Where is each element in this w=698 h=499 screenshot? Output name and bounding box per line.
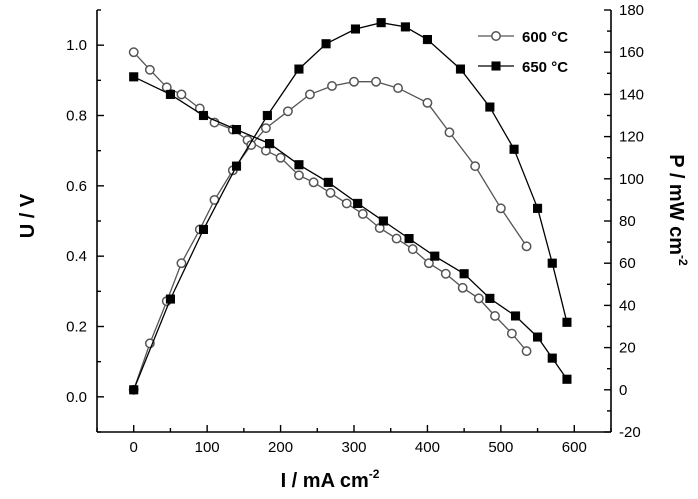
series-600c-voltage-point (508, 329, 516, 337)
x-tick-label: 100 (194, 439, 220, 456)
y-right-axis-title (665, 154, 690, 266)
series-600c-power-point (445, 128, 453, 136)
series-600c-power-point (284, 107, 292, 115)
legend-label: 600 °C (522, 29, 569, 46)
y-left-tick-label: 0.2 (66, 318, 87, 336)
x-axis-title-text: I / mA cm (280, 470, 369, 492)
series-650c-power-point (295, 65, 304, 74)
x-tick-label: 300 (341, 439, 367, 456)
x-axis-title (281, 467, 380, 492)
series-650c-voltage-point (460, 269, 469, 278)
series-650c-voltage-point (353, 199, 362, 208)
series-600c-power-point (394, 84, 402, 92)
series-650c-power-point (533, 204, 542, 213)
series-650c-voltage-point (199, 111, 208, 120)
series-650c-voltage-point (379, 217, 388, 226)
series-650c-power-point (510, 145, 519, 154)
series-600c-power-point (497, 204, 505, 212)
series-650c-voltage-point (295, 160, 304, 169)
legend-label: 650 °C (522, 59, 569, 76)
y-right-tick-label: 180 (619, 2, 645, 19)
y-right-tick-label: -20 (619, 424, 641, 441)
y-right-tick-label: 0 (619, 381, 628, 399)
series-650c-power-point (423, 35, 432, 44)
series-650c-voltage-point (324, 178, 333, 187)
y-right-tick-label: 160 (619, 44, 645, 62)
y-right-tick-label: 40 (619, 297, 636, 315)
y-left-tick-label: 1.0 (66, 37, 87, 55)
y-left-tick-label: 0.4 (66, 248, 87, 266)
series-600c-power-line (134, 82, 527, 390)
series-650c-power-point (166, 295, 175, 304)
series-600c-power-point (471, 162, 479, 170)
series-600c-power-point (522, 242, 530, 250)
series-layer (129, 18, 571, 394)
series-600c-power-point (350, 78, 358, 86)
series-600c-power (130, 78, 531, 394)
series-600c-voltage-point (130, 48, 138, 56)
series-600c-voltage-point (409, 245, 417, 253)
legend-filled-square-marker (492, 62, 501, 71)
series-650c-voltage-point (563, 375, 572, 384)
series-650c-power-point (351, 25, 360, 34)
series-600c-voltage-point (442, 270, 450, 278)
y-right-tick-label: 80 (619, 213, 636, 230)
series-650c-voltage-point (430, 252, 439, 261)
series-650c-power-point (199, 225, 208, 234)
series-600c-voltage-point (276, 154, 284, 162)
series-600c-power-point (423, 99, 431, 107)
x-tick-label: 500 (488, 439, 514, 456)
x-tick-label: 0 (129, 439, 138, 456)
series-600c-power-point (372, 78, 380, 86)
series-600c-voltage-point (458, 284, 466, 292)
series-600c-voltage-point (326, 189, 334, 197)
y-left-tick-label: 0.0 (66, 388, 87, 406)
series-650c-voltage-point (548, 354, 557, 363)
series-650c-voltage-point (511, 312, 520, 321)
y-right-tick-label: 60 (619, 255, 636, 273)
x-tick-label: 400 (414, 439, 440, 456)
series-600c-voltage-point (491, 312, 499, 320)
y-left-tick-label: 0.8 (66, 107, 87, 125)
series-650c-power-point (377, 18, 386, 27)
x-axis-title-exponent: -2 (368, 467, 380, 481)
x-tick-label: 600 (561, 439, 587, 456)
series-650c-voltage-point (265, 139, 274, 148)
series-600c-power-point (306, 90, 314, 98)
series-600c-voltage-point (359, 210, 367, 218)
series-650c-power-point (232, 162, 241, 171)
y-right-tick-label: 100 (619, 170, 645, 188)
series-600c-voltage-line (134, 52, 527, 351)
series-600c-voltage-point (309, 178, 317, 186)
series-650c-voltage-point (166, 90, 175, 99)
series-650c-power-point (129, 386, 138, 395)
series-650c-power-point (322, 39, 331, 48)
x-tick-label: 200 (268, 439, 294, 456)
series-600c-voltage-point (522, 347, 530, 355)
y-right-axis-title-exponent: -2 (676, 255, 690, 266)
series-600c-voltage-point (295, 171, 303, 179)
y-left-tick-label: 0.6 (66, 177, 87, 195)
y-right-tick-label: 120 (619, 128, 645, 146)
series-650c-voltage-point (533, 333, 542, 342)
legend-item (478, 29, 568, 46)
series-600c-voltage-point (475, 294, 483, 302)
series-600c-voltage (130, 48, 531, 355)
series-650c-voltage-point (129, 73, 138, 82)
series-650c-voltage-point (232, 125, 241, 134)
series-650c-power-point (563, 318, 572, 327)
series-650c-power-point (263, 111, 272, 120)
y-left-axis-title: U / V (17, 193, 39, 239)
series-600c-power-point (177, 259, 185, 267)
series-600c-power-point (262, 124, 270, 132)
series-650c-voltage-point (405, 234, 414, 243)
y-right-tick-label: 20 (619, 339, 636, 357)
legend-item (478, 59, 568, 76)
series-650c-voltage-point (486, 294, 495, 303)
series-600c-voltage-point (146, 66, 154, 74)
y-right-axis-title-text: P / mW cm (665, 154, 687, 256)
legend (478, 29, 568, 76)
series-600c-voltage-point (342, 199, 350, 207)
series-650c-power-point (401, 23, 410, 32)
legend-open-circle-marker (492, 32, 500, 40)
series-600c-voltage-point (392, 234, 400, 242)
series-600c-power-point (328, 82, 336, 90)
series-600c-voltage-point (177, 90, 185, 98)
series-650c-power-point (548, 259, 557, 268)
series-650c-power-point (486, 103, 495, 112)
series-650c-power-point (456, 65, 465, 74)
y-right-tick-label: 140 (619, 86, 645, 104)
